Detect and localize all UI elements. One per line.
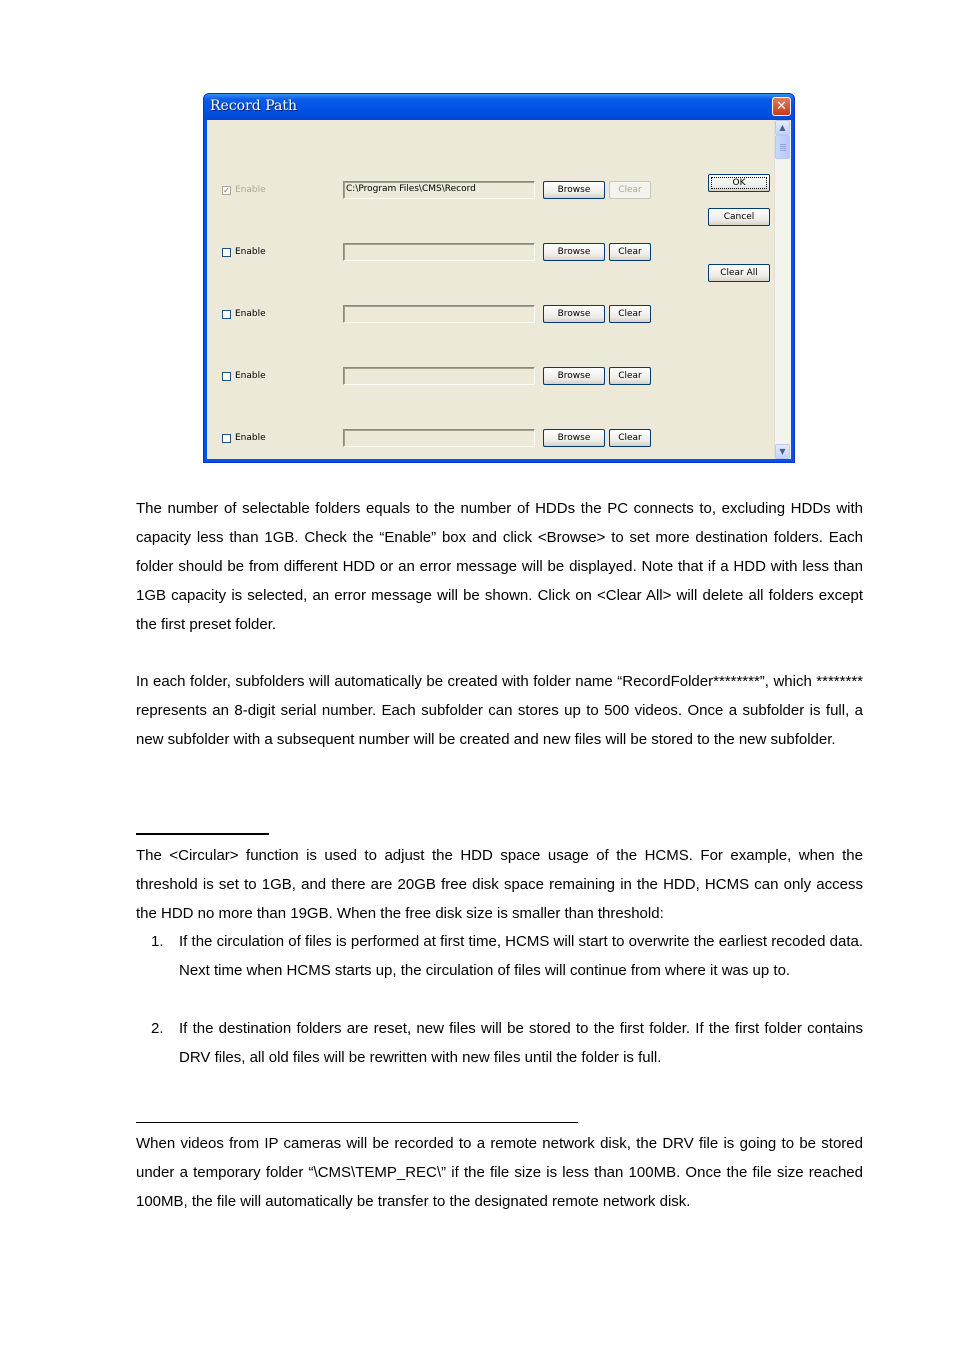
enable-label: Enable <box>235 371 266 381</box>
record-path-dialog <box>203 93 795 463</box>
enable-checkbox-4[interactable] <box>222 369 266 383</box>
checkbox-icon <box>222 310 231 319</box>
path-field-2[interactable] <box>343 243 535 261</box>
browse-button-3[interactable]: Browse <box>543 305 605 323</box>
browse-button-4[interactable]: Browse <box>543 367 605 385</box>
paragraph-subfolders: In each folder, subfolders will automatically be created with folder name “RecordFolder********”, which ******** represents an 8-digit serial number. Each subfolder can stores up to 500 videos. Once a subfolder is full, a new subfolder with a subsequent number will be created and new files will be stored to the new subfolder. <box>136 673 863 748</box>
dialog-client-area <box>207 120 791 459</box>
enable-checkbox-2[interactable] <box>222 245 266 259</box>
enable-checkbox-3[interactable] <box>222 307 266 321</box>
vertical-scrollbar[interactable] <box>774 120 791 459</box>
scroll-thumb[interactable] <box>775 135 790 159</box>
path-field-1[interactable]: C:\Program Files\CMS\Record <box>343 181 535 199</box>
path-field-3[interactable] <box>343 305 535 323</box>
title-bar[interactable] <box>204 94 794 120</box>
list-number: 1. <box>151 933 164 950</box>
ok-label: OK <box>732 178 746 188</box>
checkbox-checked-icon: ✓ <box>223 185 230 195</box>
browse-button-1[interactable]: Browse <box>543 181 605 199</box>
clear-button-3[interactable]: Clear <box>609 305 651 323</box>
checkbox-icon <box>222 434 231 443</box>
enable-label: Enable <box>235 247 266 257</box>
checkbox-icon <box>222 372 231 381</box>
clear-button-2[interactable]: Clear <box>609 243 651 261</box>
enable-label: Enable <box>235 433 266 443</box>
paragraph-folders: The number of selectable folders equals to the number of HDDs the PC connects to, excluding HDDs with capacity less than 1GB. Check the “Enable” box and click <Browse> to set more destination folders. Each folder should be from different HDD or an error message will be displayed. Note that if a HDD with less than 1GB capacity is selected, an error message will be shown. Click on <Clear All> will delete all folders except the first preset folder. <box>136 500 863 633</box>
enable-label: Enable <box>235 309 266 319</box>
section-rule-network <box>136 1122 578 1123</box>
clear-button-1[interactable]: Clear <box>609 181 651 199</box>
enable-label: Enable <box>235 185 266 195</box>
dialog-title: Record Path <box>210 98 297 114</box>
browse-button-2[interactable]: Browse <box>543 243 605 261</box>
scroll-up-icon[interactable]: ▲ <box>775 120 790 135</box>
section-rule-circular <box>136 833 269 835</box>
enable-checkbox-1[interactable] <box>222 183 266 197</box>
list-number: 2. <box>151 1020 164 1037</box>
path-field-5[interactable] <box>343 429 535 447</box>
browse-button-5[interactable]: Browse <box>543 429 605 447</box>
enable-checkbox-5[interactable] <box>222 431 266 445</box>
path-field-4[interactable] <box>343 367 535 385</box>
paragraph-network-disk: When videos from IP cameras will be recorded to a remote network disk, the DRV file is going to be stored under a temporary folder “\CMS\TEMP_REC\” if the file size is less than 100MB. Once the file size reached 100MB, the file will automatically be transfer to the designated remote network disk. <box>136 1135 863 1210</box>
list-text: If the destination folders are reset, new files will be stored to the first folder. If the first folder contains DRV files, all old files will be rewritten with new files until the folder is full. <box>179 1020 863 1066</box>
scroll-down-icon[interactable]: ▼ <box>775 444 790 459</box>
checkbox-icon <box>222 248 231 257</box>
cancel-button[interactable]: Cancel <box>708 208 770 226</box>
ok-button[interactable] <box>708 174 770 192</box>
paragraph-circular: The <Circular> function is used to adjust the HDD space usage of the HCMS. For example, when the threshold is set to 1GB, and there are 20GB free disk space remaining in the HDD, HCMS can only access the HDD no more than 19GB. When the free disk size is smaller than threshold: <box>136 847 863 922</box>
close-icon[interactable]: ✕ <box>772 97 791 116</box>
focus-rect <box>711 177 767 189</box>
clear-all-button[interactable]: Clear All <box>708 264 770 282</box>
clear-button-4[interactable]: Clear <box>609 367 651 385</box>
clear-button-5[interactable]: Clear <box>609 429 651 447</box>
list-text: If the circulation of files is performed at first time, HCMS will start to overwrite the earliest recoded data. Next time when HCMS starts up, the circulation of files will continue from where it was up to. <box>179 933 863 979</box>
